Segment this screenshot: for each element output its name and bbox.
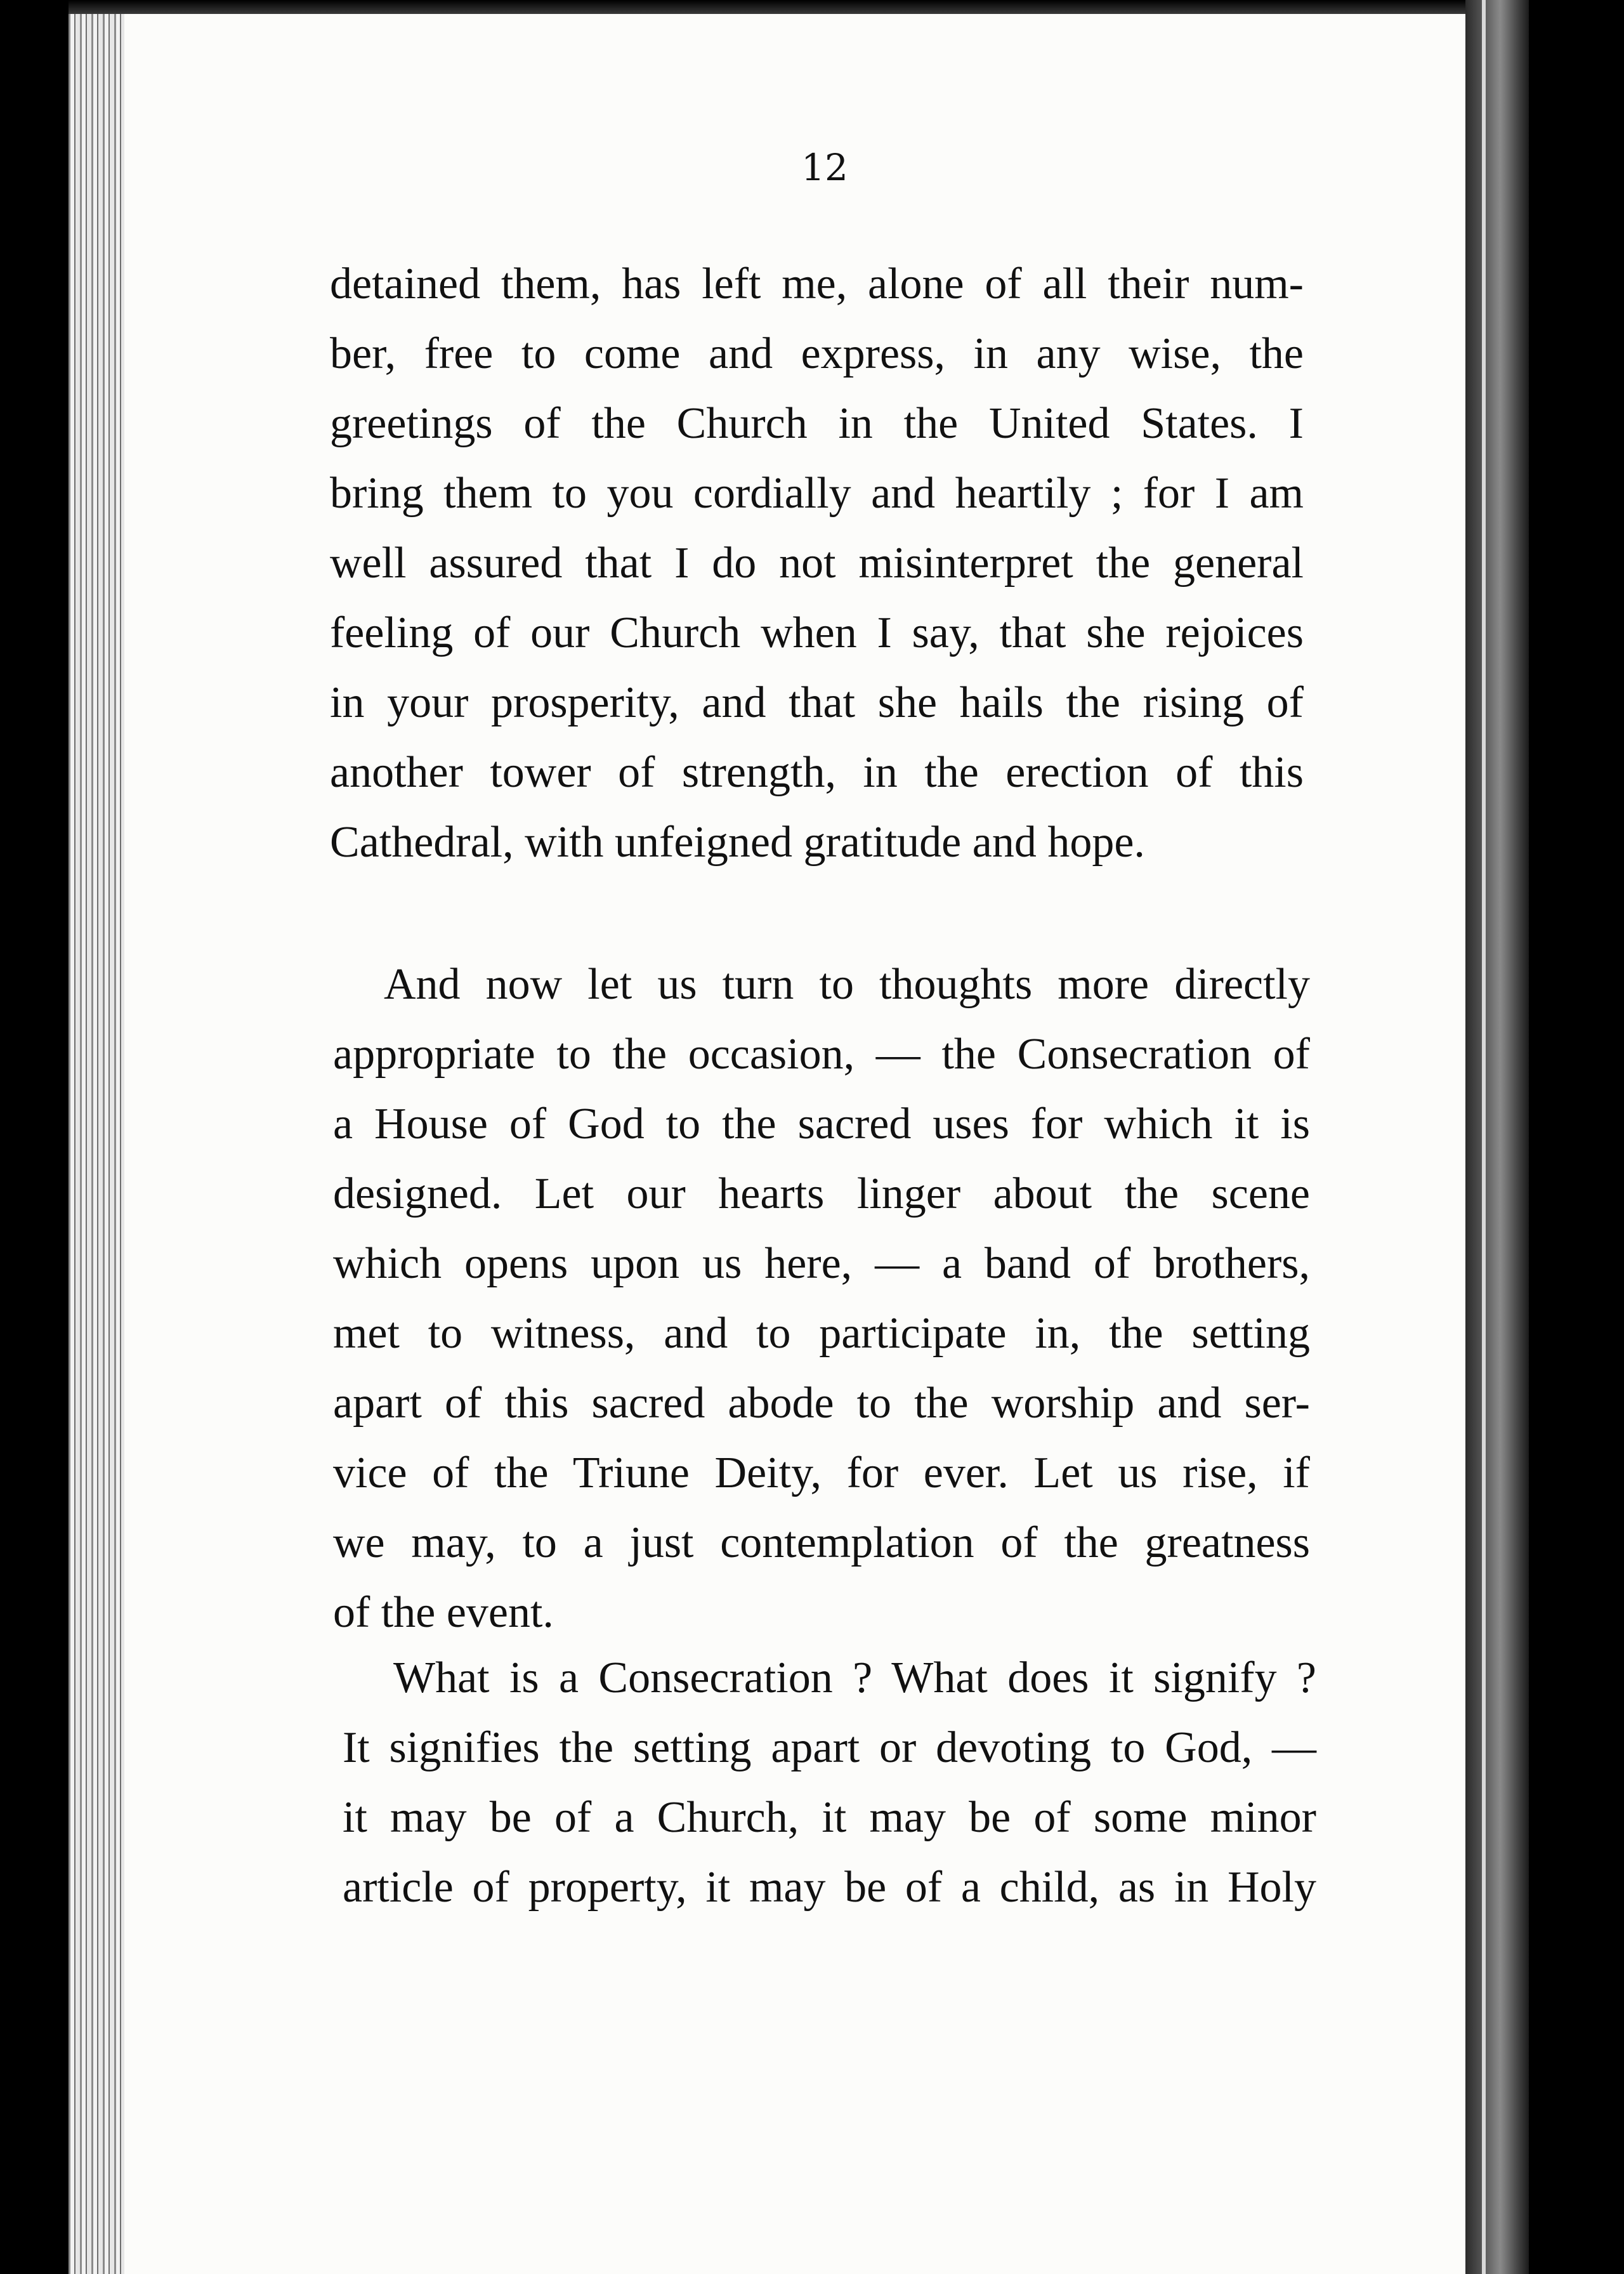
text-line: article of property, it may be of a child, as in Holy [343,1863,1316,1912]
text-line: which opens upon us here, — a band of brothers, [333,1239,1310,1288]
text-line: appropriate to the occasion, — the Consecration of [333,1030,1310,1079]
next-page-edge [1482,0,1486,2274]
text-line: another tower of strength, in the erection of this [330,748,1304,797]
text-line: vice of the Triune Deity, for ever. Let us rise, if [333,1449,1310,1497]
text-line: Cathedral, with unfeigned gratitude and hope. [330,818,1145,867]
text-line: ber, free to come and express, in any wise, the [330,329,1304,378]
text-line: It signifies the setting apart or devoting to God, — [343,1723,1316,1772]
text-line: bring them to you cordially and heartily ; for I am [330,469,1304,518]
text-line: it may be of a Church, it may be of some minor [343,1793,1316,1842]
text-line: met to witness, and to participate in, the setting [333,1309,1310,1358]
binding-shadow [1465,0,1529,2274]
page-number: 12 [801,146,848,189]
paragraph-1 [330,249,1304,877]
text-line: detained them, has left me, alone of all their num- [330,260,1304,308]
text-line: What is a Consecration ? What does it signify ? [393,1653,1316,1702]
page-edges [69,0,132,2274]
text-line: a House of God to the sacred uses for which it is [333,1100,1310,1148]
top-shadow [69,0,1483,14]
paragraph-3 [343,1643,1316,1922]
text-line: we may, to a just contemplation of the greatness [333,1518,1310,1567]
scan-background [1529,0,1624,2274]
text-line: apart of this sacred abode to the worship and ser- [333,1379,1310,1428]
text-line: of the event. [333,1588,554,1637]
text-line: feeling of our Church when I say, that she rejoices [330,608,1304,657]
text-line: well assured that I do not misinterpret the general [330,539,1304,588]
paragraph-2 [333,950,1310,1648]
text-line: And now let us turn to thoughts more directly [384,960,1310,1009]
text-line: in your prosperity, and that she hails the rising of [330,678,1304,727]
text-line: designed. Let our hearts linger about the scene [333,1169,1310,1218]
text-line: greetings of the Church in the United States. I [330,399,1304,448]
